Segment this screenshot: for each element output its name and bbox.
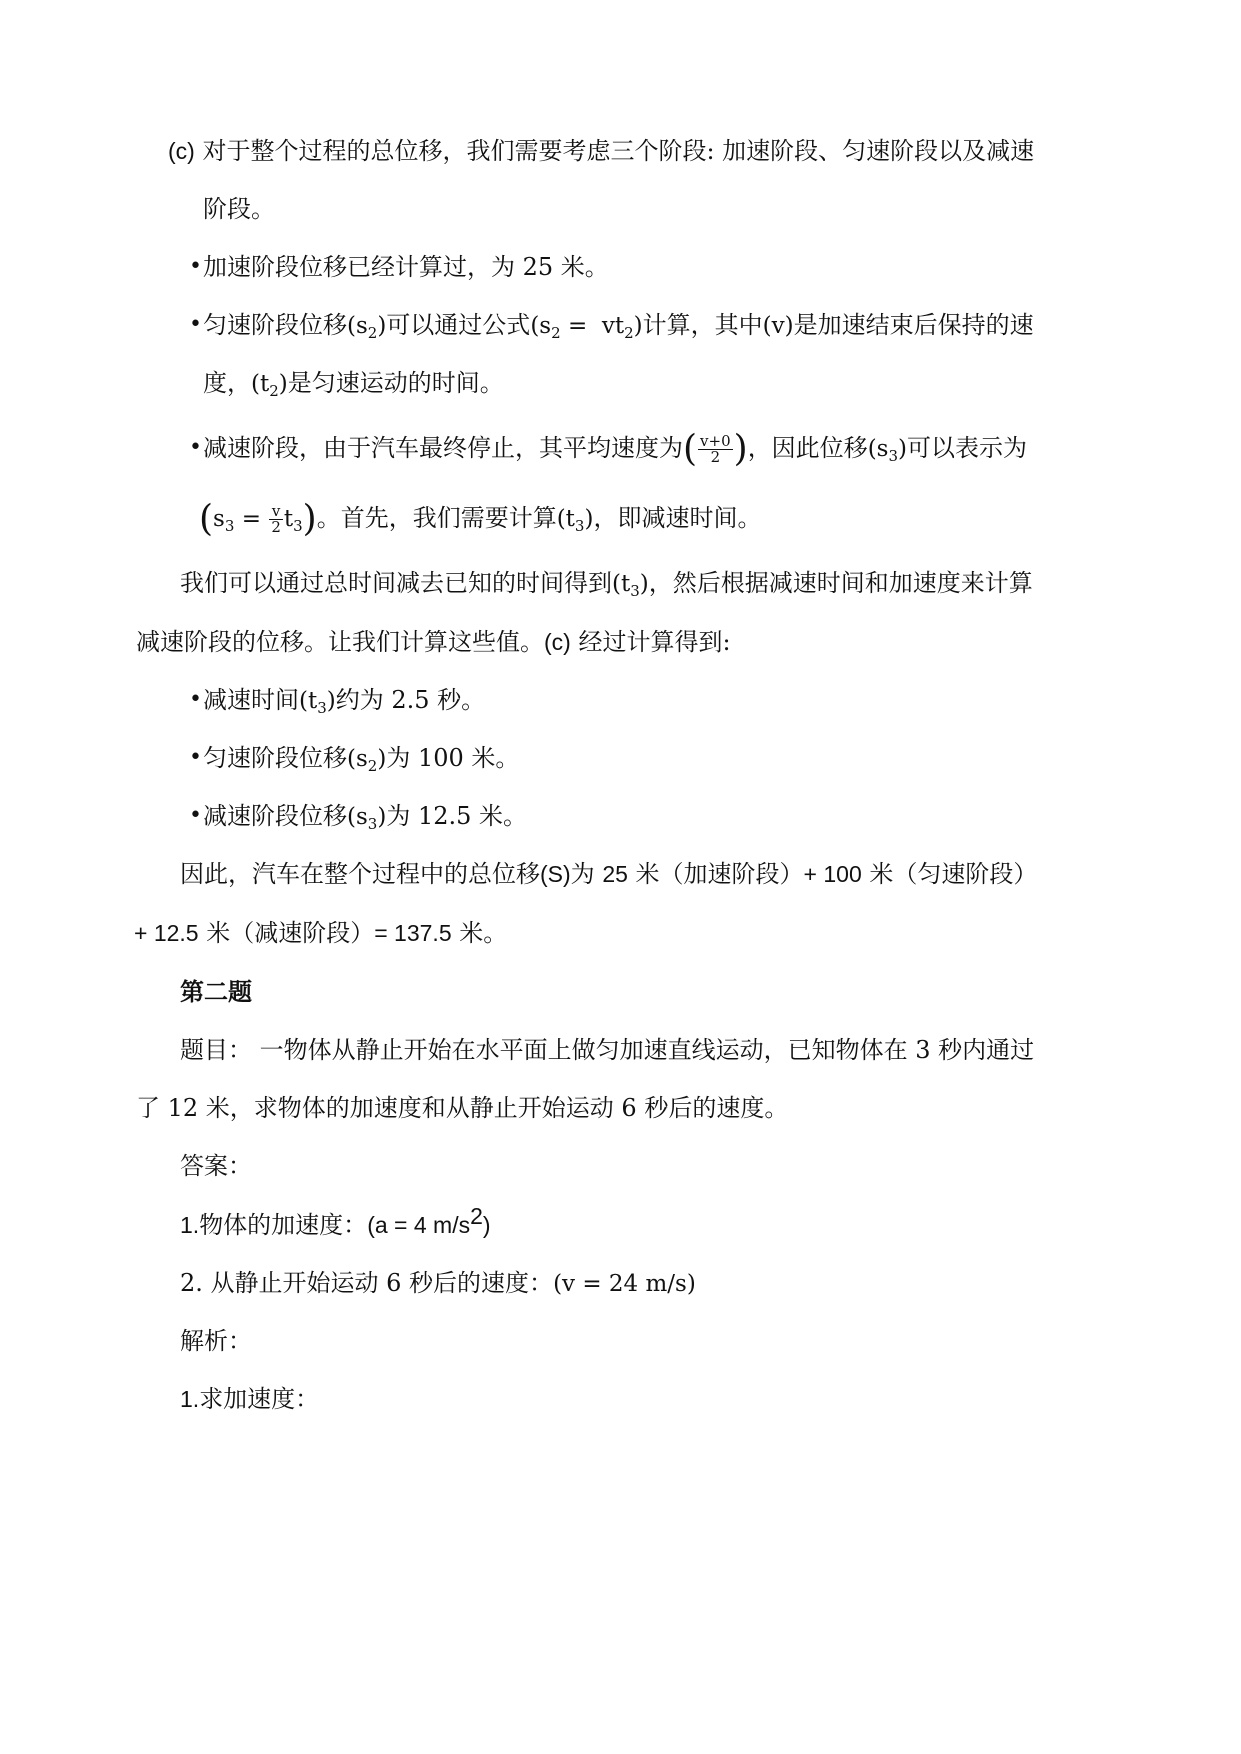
bullet-marker: • <box>189 687 202 712</box>
bullet-marker: • <box>189 312 202 337</box>
bullet-marker: • <box>189 254 202 279</box>
result-uniform-displacement: 匀速阶段位移$(s_2)$为 100 米。 <box>203 744 520 775</box>
analysis-label: 解析： <box>180 1327 252 1355</box>
question2-prompt-line2: 了 12 米，求物体的加速度和从静止开始运动 6 秒后的速度。 <box>136 1094 789 1122</box>
result-decel-time: 减速时间$(t_3)$约为 2.5 秒。 <box>203 686 486 717</box>
total-displacement-line2: + 12.5 米（减速阶段）= 137.5 米。 <box>134 919 508 947</box>
bullet-accel-displacement: 加速阶段位移已经计算过，为 25 米。 <box>203 253 609 281</box>
bullet-decel-stage-line2: ($s_3$ = $\frac{v}{2}$ $t_3$)。首先，我们需要计算$(t_3)$，即减速时间。 <box>199 498 762 540</box>
bullet-marker: • <box>189 745 202 770</box>
para-time-line1: 我们可以通过总时间减去已知的时间得到$(t_3)$，然后根据减速时间和加速度来计算 <box>180 569 1033 600</box>
result-decel-displacement: 减速阶段位移$(s_3)$为 12.5 米。 <box>203 802 528 833</box>
fraction-half-v: $\frac{v}{2}$ <box>271 502 281 536</box>
part-c-label: (c) <box>168 138 195 164</box>
part-c-intro-line1: (c) 对于整个过程的总位移，我们需要考虑三个阶段: 加速阶段、匀速阶段以及减速 <box>168 137 1035 165</box>
answer-velocity: 2. 从静止开始运动 6 秒后的速度：(v = 24 m/s) <box>180 1269 696 1297</box>
answer-label: 答案： <box>180 1152 252 1180</box>
para-time-line2: 减速阶段的位移。让我们计算这些值。(c) 经过计算得到: <box>136 628 731 656</box>
bullet-uniform-displacement: 匀速阶段位移$(s_2)$可以通过公式$(s_2 = vt_2)$计算，其中(v)是加速结束后保持的速 <box>203 311 1034 342</box>
fraction-average-speed: $\frac{v+0}{2}$ <box>700 432 731 466</box>
total-displacement-line1: 因此，汽车在整个过程中的总位移(S)为 25 米（加速阶段）+ 100 米（匀速阶段） <box>180 860 1038 888</box>
bullet-marker: • <box>189 435 202 460</box>
bullet-marker: • <box>189 803 202 828</box>
bullet-decel-stage: 减速阶段，由于汽车最终停止，其平均速度为( $\frac{v+0}{2}$ )，因此位移$(s_3)$可以表示为 <box>203 428 1027 470</box>
bullet-uniform-displacement-line2: 度，$(t_2)$是匀速运动的时间。 <box>203 369 504 400</box>
question2-heading: 第二题 <box>180 977 252 1006</box>
part-c-intro-line2: 阶段。 <box>203 195 275 223</box>
analysis-step1: 1.求加速度： <box>180 1385 320 1413</box>
answer-acceleration: 1.物体的加速度：(a = 4 $m/s^2$) <box>180 1203 491 1239</box>
question2-prompt-line1: 题目： 一物体从静止开始在水平面上做匀加速直线运动，已知物体在 3 秒内通过 <box>180 1036 1035 1064</box>
